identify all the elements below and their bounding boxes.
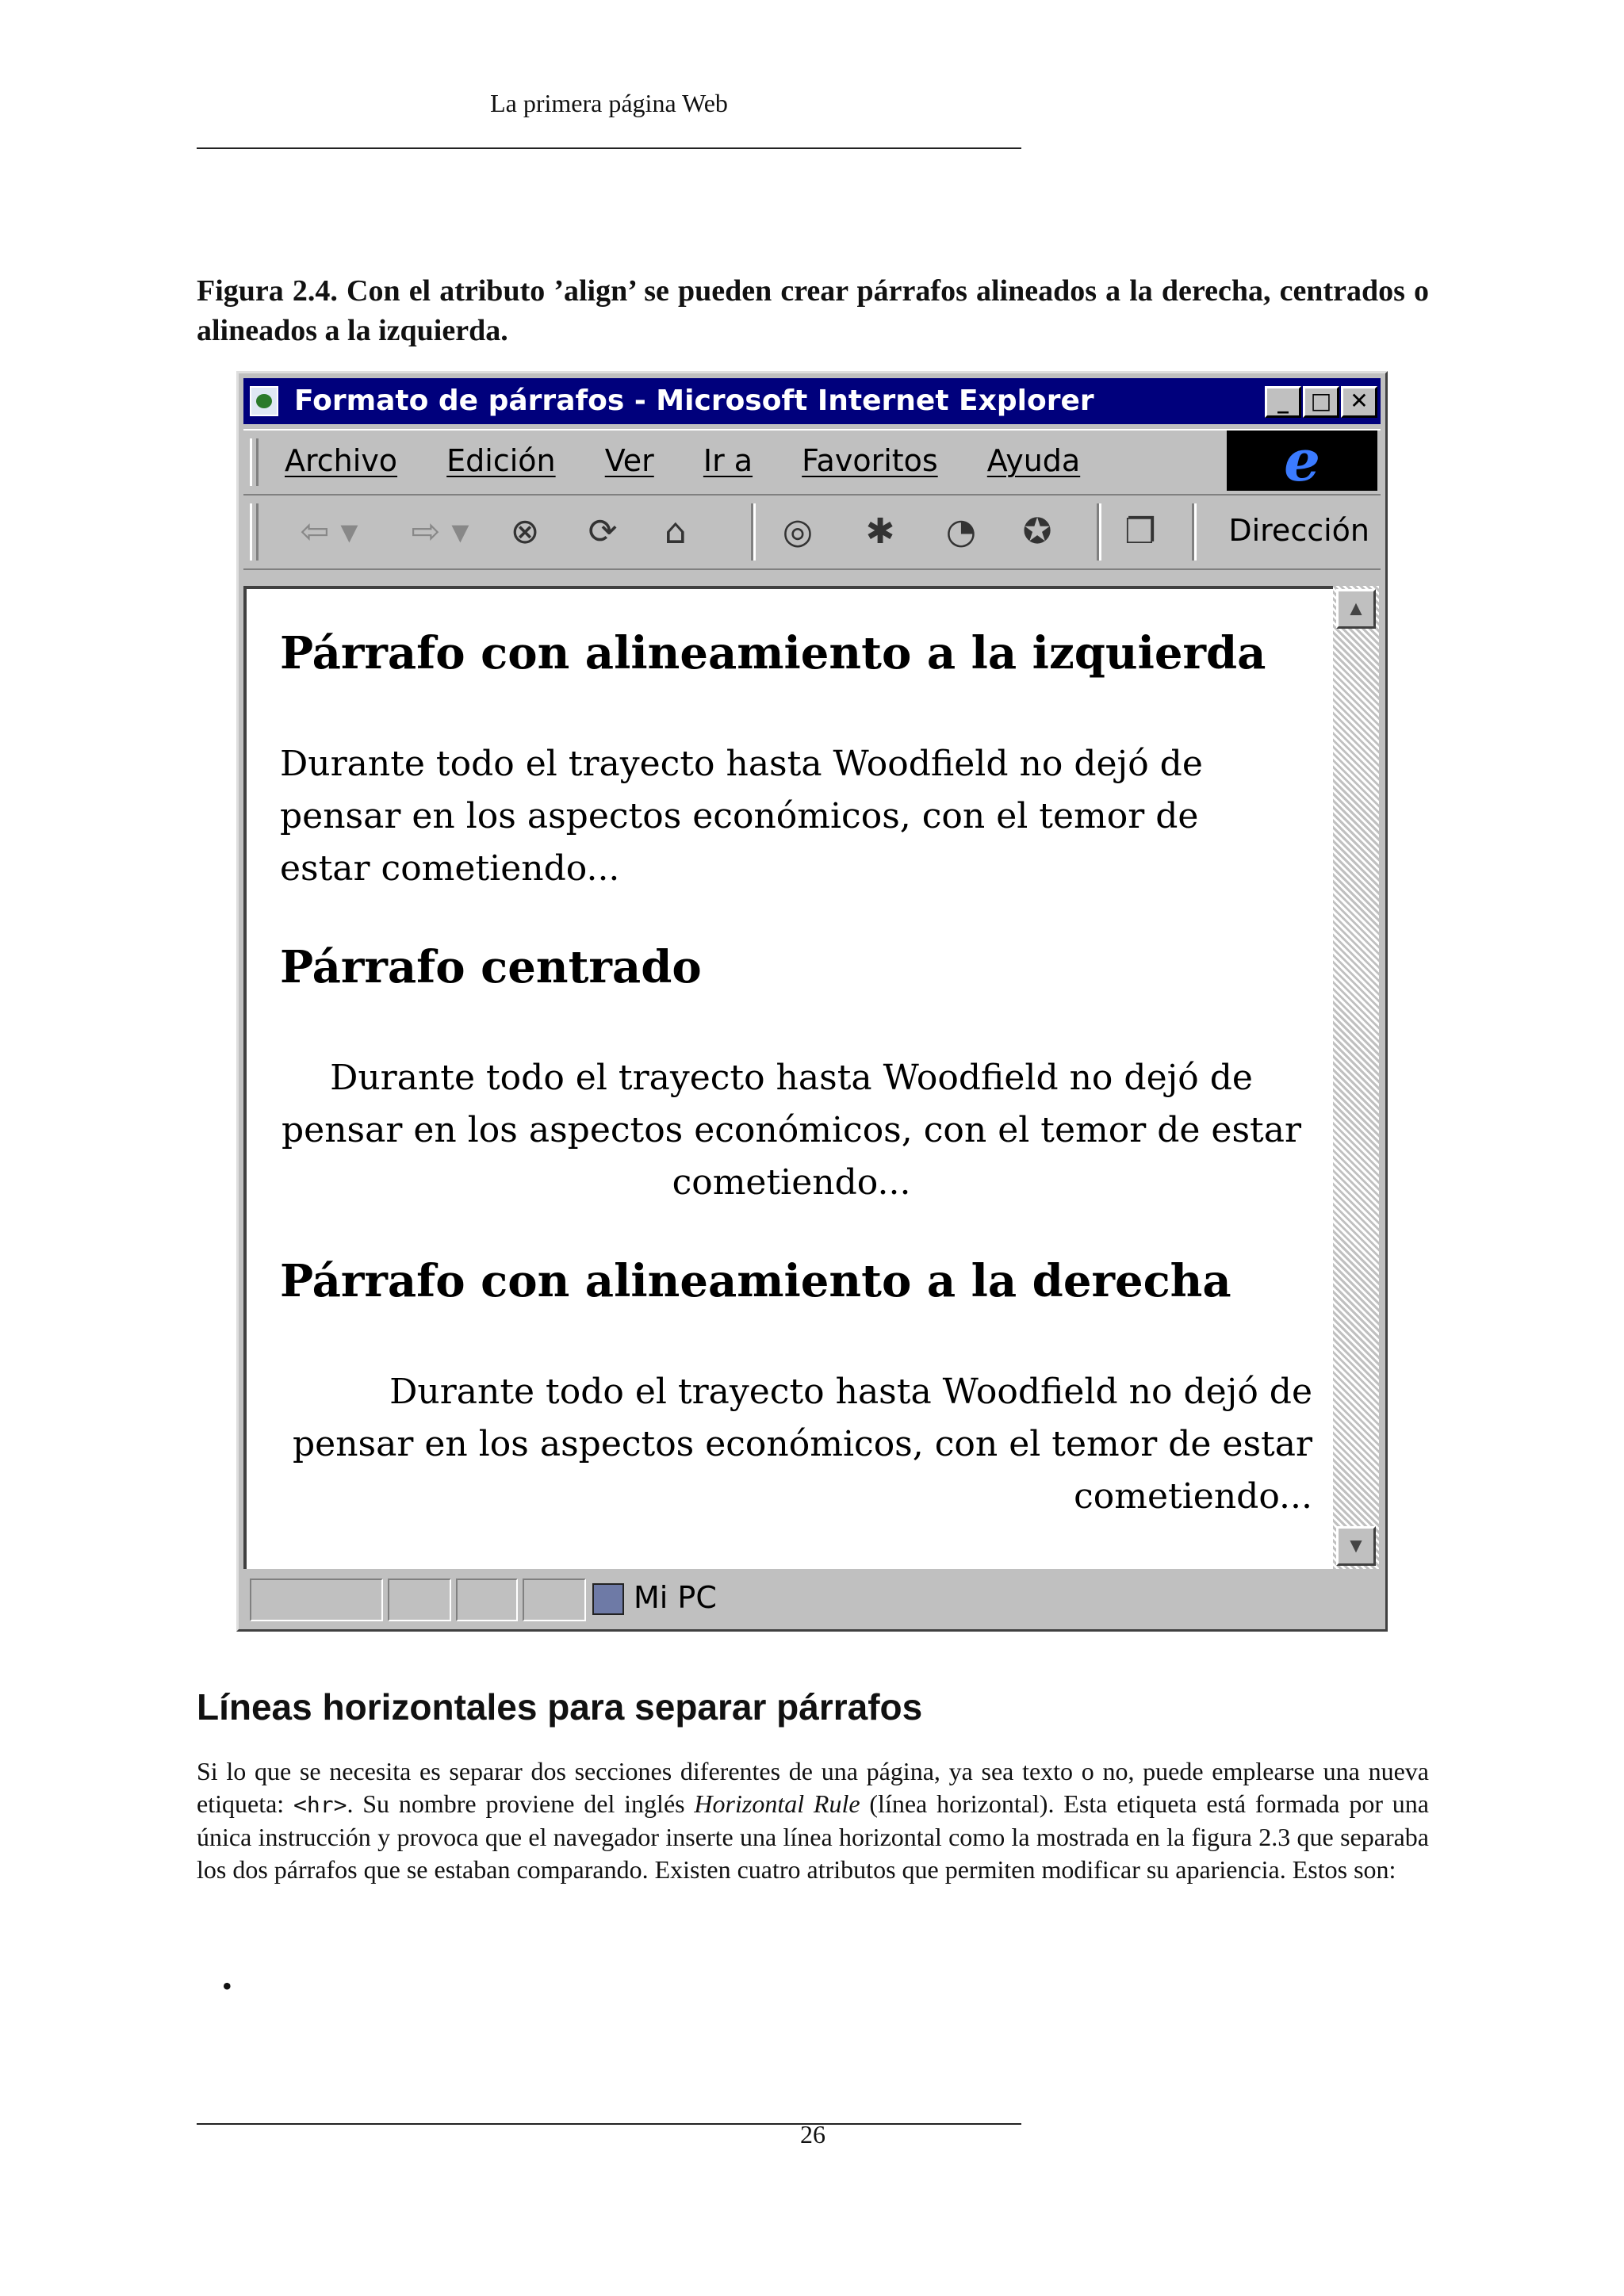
header-rule	[197, 147, 1021, 149]
body-text-3: (línea horizontal). Esta etiqueta está formada por una única instrucción y provoca que el navegador inserte una línea horizontal como la mostrada en la figura 2.3 que separaba los dos párrafos que se estaban comparando. Existen cuatro atributos que permiten modificar su apariencia. Estos son:	[197, 1789, 1430, 1884]
paragraph-center: Durante todo el trayecto hasta Woodfield no dejó de pensar en los aspectos económicos, con el temor de estar cometiendo...	[281, 1058, 1301, 1203]
forward-arrow-icon[interactable]: ⇨ ▾	[411, 511, 469, 552]
section-heading: Líneas horizontales para separar párrafos	[197, 1686, 923, 1728]
figure-caption: Figura 2.4. Con el atributo ’align’ se pueden crear párrafos alineados a la derecha, centrados o alineados a la izquierda.	[197, 274, 1429, 347]
status-zone: Mi PC	[634, 1580, 717, 1615]
stop-icon[interactable]: ⊗	[510, 511, 540, 552]
menu-bar	[243, 429, 1381, 496]
menu-ir-a[interactable]: Ir a	[703, 443, 753, 478]
status-panel	[456, 1578, 518, 1621]
page-viewport	[243, 586, 1333, 1569]
title-bar	[243, 378, 1381, 424]
menu-ver[interactable]: Ver	[604, 443, 654, 478]
back-arrow-icon[interactable]: ⇦ ▾	[300, 511, 358, 552]
ie-page-icon	[250, 386, 278, 416]
page-header: La primera página Web	[490, 89, 728, 117]
menu-grip[interactable]	[250, 438, 259, 486]
menu-items	[285, 443, 1120, 478]
menu-ayuda[interactable]: Ayuda	[986, 443, 1081, 478]
body-paragraph	[197, 1755, 1429, 1886]
close-button[interactable]: ✕	[1341, 386, 1377, 418]
browser-window	[236, 371, 1388, 1632]
fullscreen-icon[interactable]: ❐	[1124, 511, 1156, 552]
ie-logo: e	[1227, 430, 1377, 491]
heading-left: Párrafo con alineamiento a la izquierda	[280, 627, 1266, 679]
body-text-2: . Su nombre proviene del inglés	[347, 1789, 695, 1818]
search-icon[interactable]: ◎	[782, 511, 814, 552]
paragraph-right: Durante todo el trayecto hasta Woodfield no dejó de pensar en los aspectos económicos, con el temor de estar cometiendo...	[292, 1372, 1312, 1517]
heading-right: Párrafo con alineamiento a la derecha	[280, 1255, 1231, 1307]
toolbar-separator	[751, 503, 756, 561]
inline-code: <hr>	[293, 1792, 347, 1818]
menu-archivo[interactable]: Archivo	[285, 443, 398, 478]
window-title: Formato de párrafos - Microsoft Internet Explorer	[294, 385, 1094, 417]
toolbar-grip[interactable]	[250, 503, 259, 561]
emphasis-term: Horizontal Rule	[694, 1789, 860, 1818]
toolbar-separator	[1192, 503, 1197, 561]
toolbar-separator	[1097, 503, 1101, 561]
page-number: 26	[800, 2120, 825, 2149]
channels-icon[interactable]: ✪	[1022, 511, 1052, 552]
body-text-1: Si lo que se necesita es separar dos secciones diferentes de una página, ya sea texto o no, puede emplearse una nueva etiqueta:	[197, 1757, 1429, 1818]
status-panel	[523, 1578, 586, 1621]
minimize-button[interactable]: _	[1265, 386, 1301, 418]
status-panel	[388, 1578, 451, 1621]
scroll-up-button[interactable]: ▲	[1336, 589, 1376, 629]
heading-center: Párrafo centrado	[280, 941, 702, 993]
bullet-point: •	[222, 1970, 232, 2002]
history-icon[interactable]: ◔	[945, 511, 977, 552]
refresh-icon[interactable]: ⟳	[588, 511, 618, 552]
menu-favoritos[interactable]: Favoritos	[802, 443, 938, 478]
computer-icon	[592, 1583, 624, 1615]
paragraph-left: Durante todo el trayecto hasta Woodfield no dejó de pensar en los aspectos económicos, con el temor de estar cometiendo...	[280, 744, 1203, 889]
home-icon[interactable]: ⌂	[665, 511, 687, 552]
favorites-icon[interactable]: ✱	[865, 511, 895, 552]
scroll-down-button[interactable]: ▼	[1336, 1526, 1376, 1566]
status-bar	[243, 1572, 1381, 1624]
toolbar	[243, 496, 1381, 570]
address-label: Dirección	[1228, 513, 1369, 548]
status-panel	[250, 1578, 383, 1621]
vertical-scrollbar[interactable]	[1333, 586, 1379, 1569]
menu-edicion[interactable]: Edición	[446, 443, 556, 478]
maximize-button[interactable]: □	[1303, 386, 1339, 418]
